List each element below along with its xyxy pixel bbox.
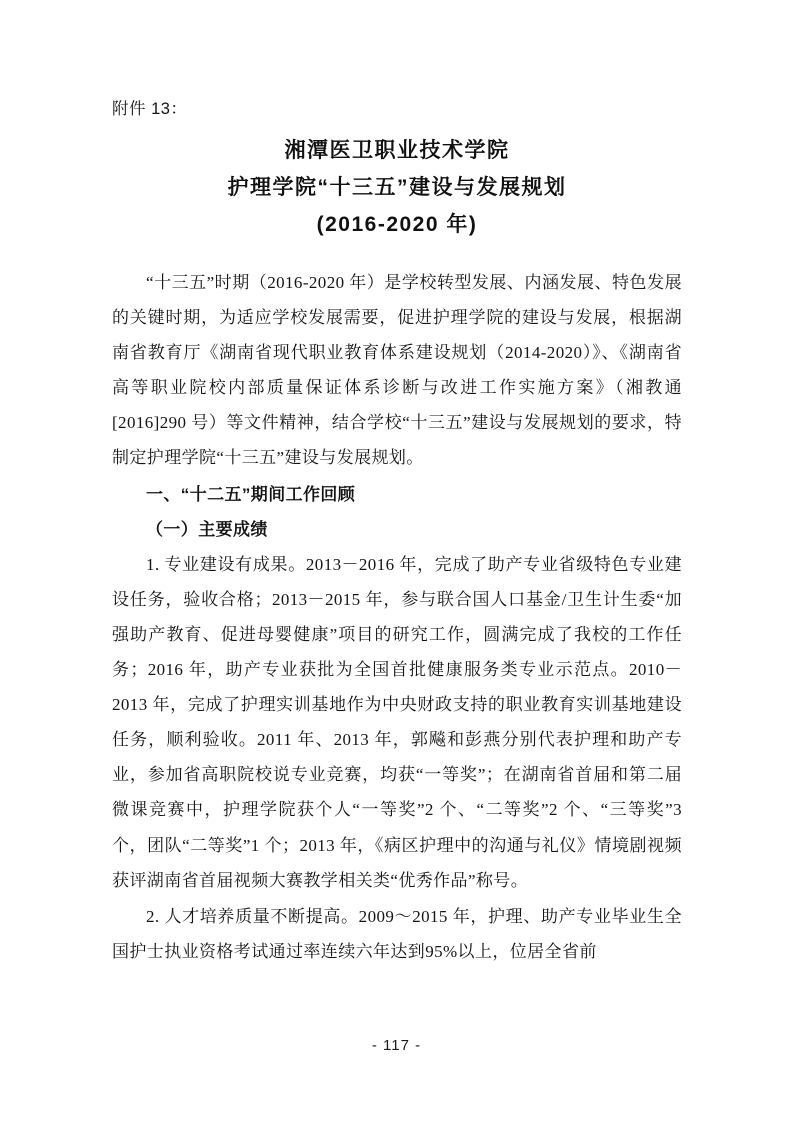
title-line-1: 湘潭医卫职业技术学院 — [284, 139, 510, 162]
page-title — [112, 133, 682, 243]
intro-paragraph: “十三五”时期（2016-2020 年）是学校转型发展、内涵发展、特色发展的关键时期，为适应学校发展需要，促进护理学院的建设与发展，根据湖南省教育厅《湖南省现代职业教育体系建设规划（2014-2020）》、《湖南省高等职业院校内部质量保证体系诊断与改进工作实施方案》（湘教通[2016]290 号）等文件精神，结合学校“十三五”建设与发展规划的要求，特制定护理学院“十三五”建设与发展规划。 — [112, 273, 682, 468]
title-line-2: 护理学院“十三五”建设与发展规划 — [227, 175, 567, 199]
page-number: - 117 - — [371, 1037, 422, 1054]
section-heading-1: 一、“十二五”期间工作回顾 — [146, 485, 356, 505]
title-line-3: (2016-2020 年) — [316, 212, 478, 236]
document-body — [112, 265, 682, 968]
list-item: 2. 人才培养质量不断提高。2009～2015 年，护理、助产专业毕业生全国护士执业资格考试通过率连续六年达到95%以上，位居全省前 — [112, 906, 682, 961]
page-content — [112, 95, 682, 970]
attachment-label: 附件 13： — [112, 100, 188, 118]
list-item: 1. 专业建设有成果。2013－2016 年，完成了助产专业省级特色专业建设任务，验收合格；2013－2015 年，参与联合国人口基金/卫生计生委“加强助产教育、促进母婴健康”项目的研究工作，圆满完成了我校的工作任务；2016 年，助产专业获批为全国首批健康服务类专业示范点。2010－2013 年，完成了护理实训基地作为中央财政支持的职业教育实训基地建设任务，顺利验收。2011 年、2013 年，郭飚和彭燕分别代表护理和助产专业，参加省高职院校说专业竞赛，均获“一等奖”；在湖南省首届和第二届微课竞赛中，护理学院获个人“一等奖”2 个、“二等奖”2 个、“三等奖”3 个，团队“二等奖”1 个；2013 年，《病区护理中的沟通与礼仪》情境剧视频获评湖南省首届视频大赛教学相关类“优秀作品”称号。 — [112, 555, 682, 890]
section-heading-2: （一）主要成绩 — [146, 520, 268, 540]
